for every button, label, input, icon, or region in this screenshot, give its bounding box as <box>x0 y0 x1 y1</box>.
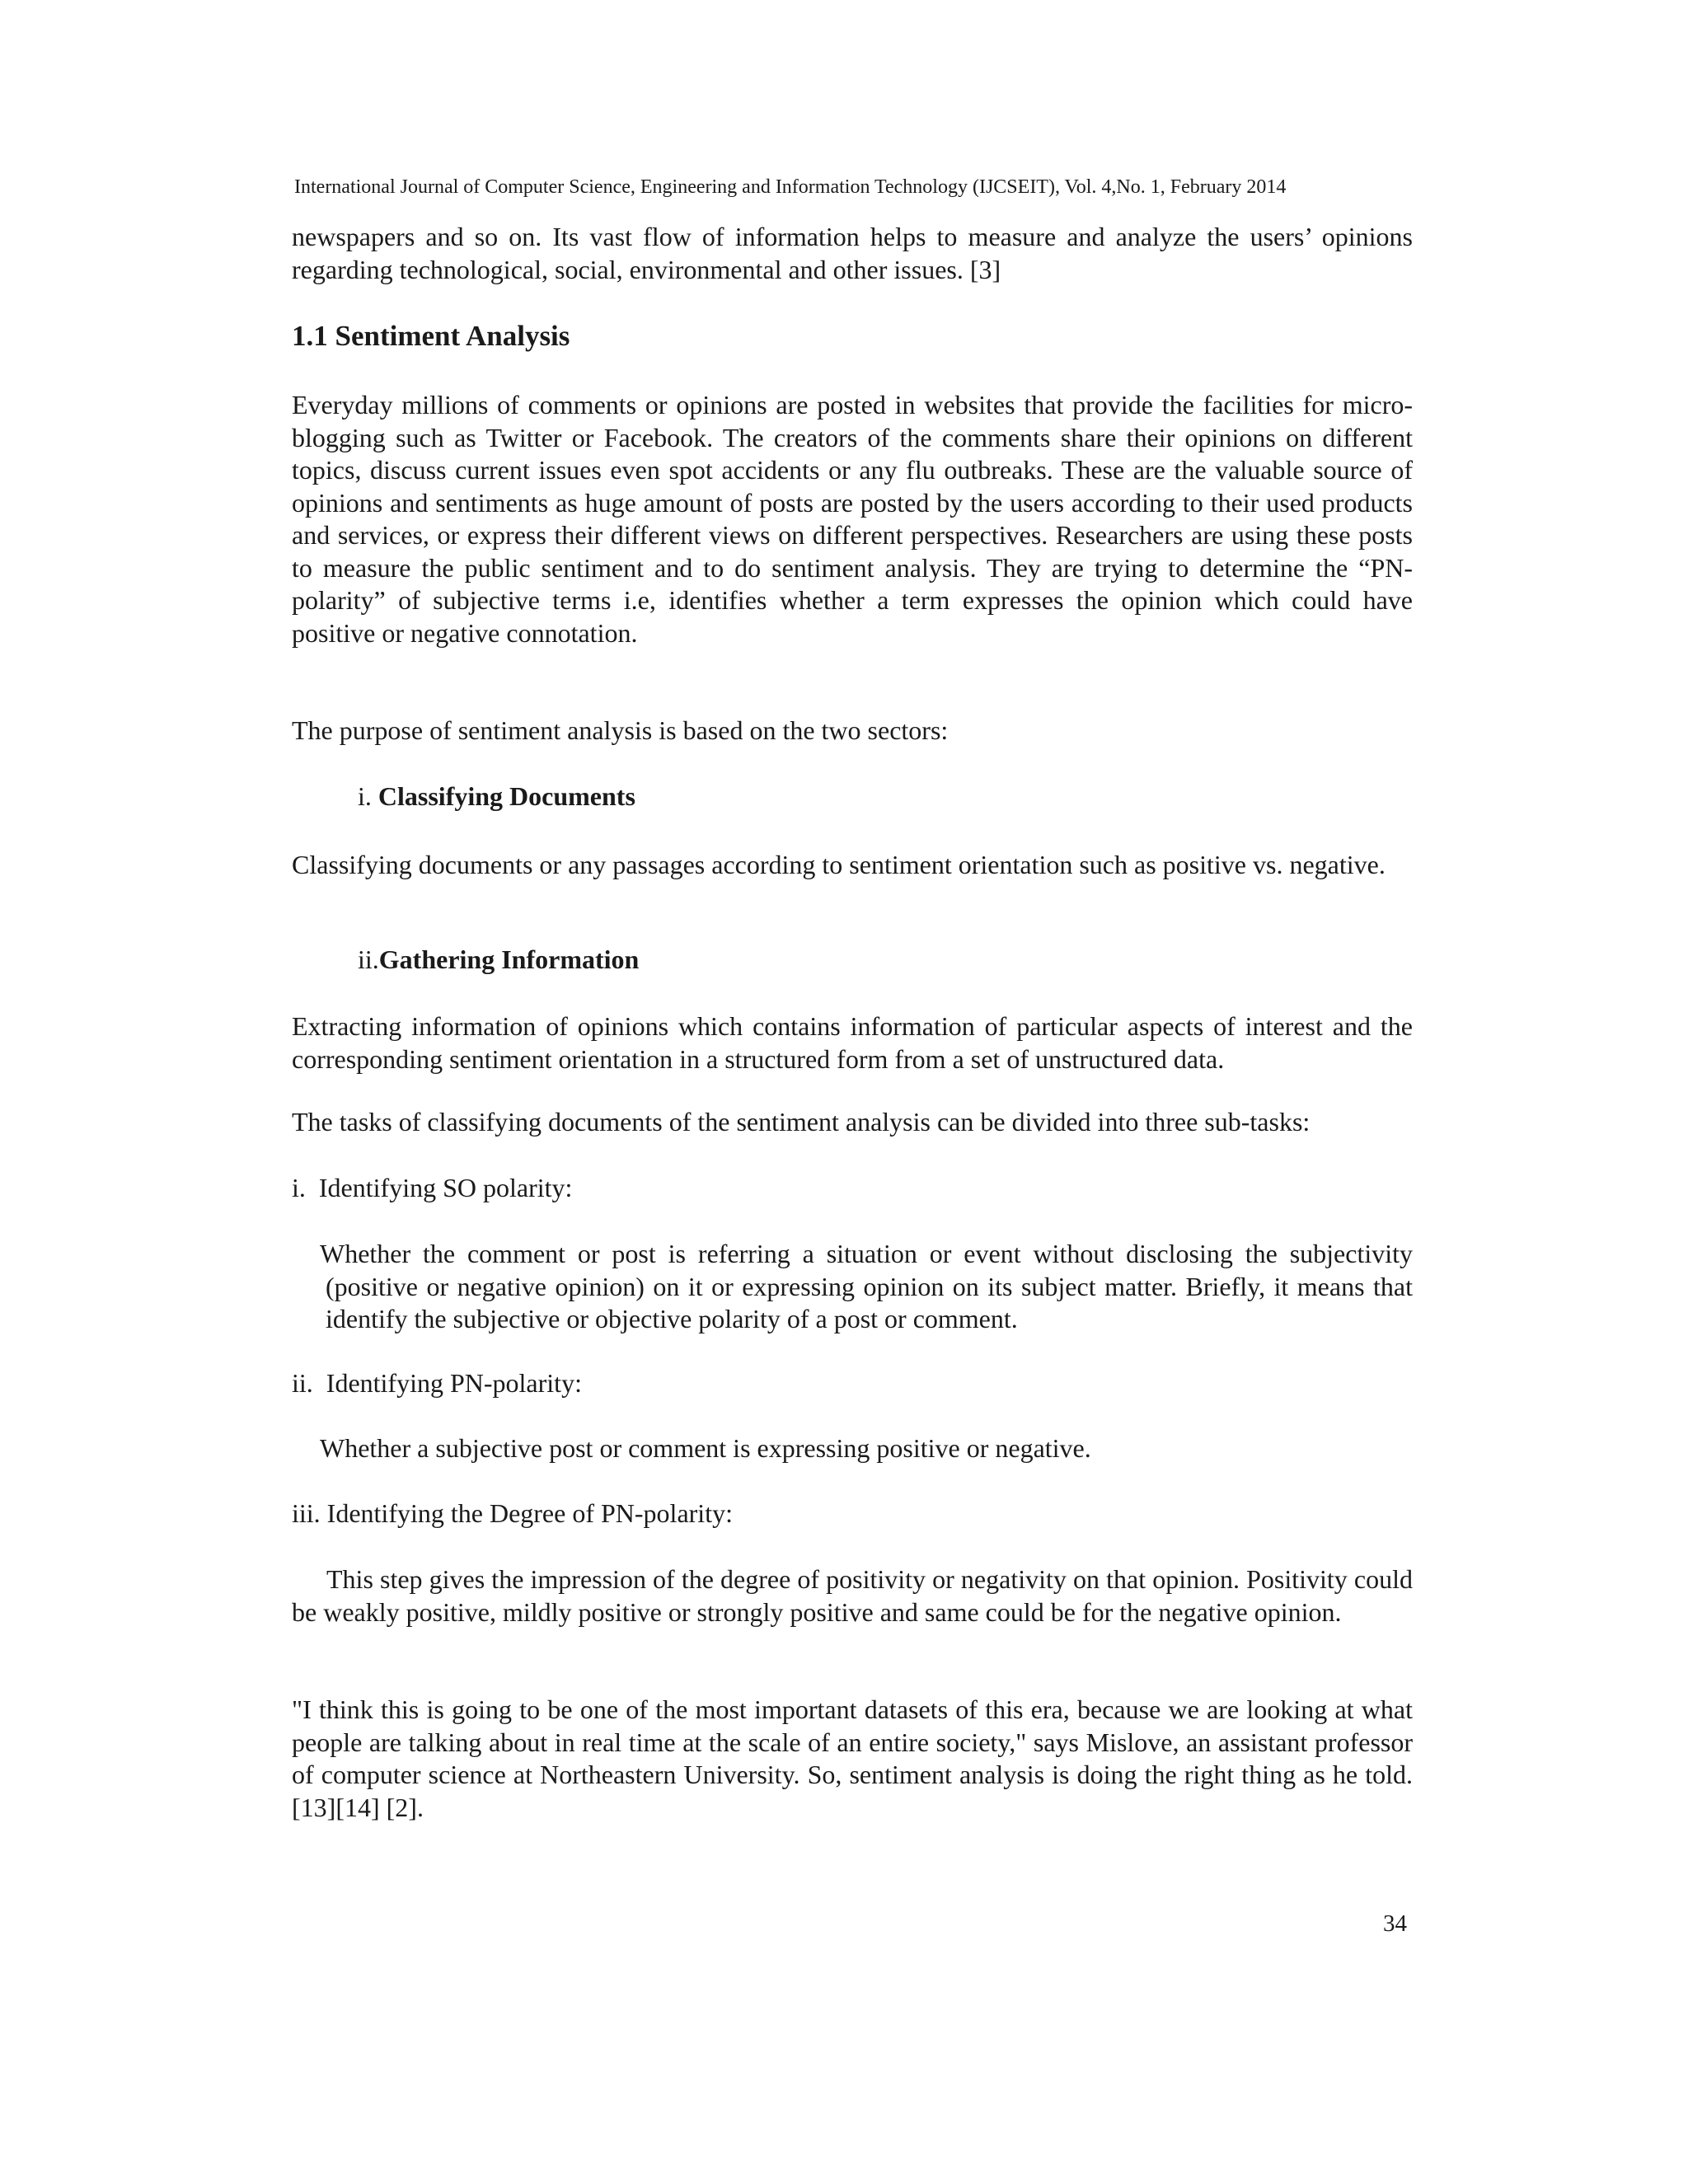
task-label-3: iii. Identifying the Degree of PN-polarity: <box>292 1498 733 1528</box>
sector-numeral: ii. <box>358 944 379 974</box>
sector-numeral: i. <box>358 781 378 811</box>
quote-paragraph: "I think this is going to be one of the most important datasets of this era, because we are looking at what people are talking about in real time at the scale of an entire society," says Mislove, an assistant professor of computer science at Northeastern University. So, sentiment analysis is doing the right thing as he told. [13][14] [2]. <box>292 1694 1413 1822</box>
purpose-line: The purpose of sentiment analysis is based on the two sectors: <box>292 715 949 745</box>
task1-paragraph: Whether the comment or post is referring a situation or event without disclosing the subjectivity (positive or negative opinion) on it or expressing opinion on its subject matter. Briefly, it means that identify the subjective or objective polarity of a post or comment. <box>320 1239 1413 1333</box>
sentiment-paragraph: Everyday millions of comments or opinions are posted in websites that provide the facilities for micro-blogging such as Twitter or Facebook. The creators of the comments share their opinions on different topics, discuss current issues even spot accidents or any flu outbreaks. These are the valuable source of opinions and sentiments as huge amount of posts are posted by the users according to their used products and services, or express their different views on different perspectives. Researchers are using these posts to measure the public sentiment and to do sentiment analysis. They are trying to determine the “PN-polarity” of subjective terms i.e, identifies whether a term expresses the opinion which could have positive or negative connotation. <box>292 390 1413 648</box>
task-label-2: ii. Identifying PN-polarity: <box>292 1368 582 1398</box>
tasks-intro: The tasks of classifying documents of the sentiment analysis can be divided into three sub-tasks: <box>292 1107 1311 1137</box>
sector-heading-2 <box>358 944 639 975</box>
sector-heading-1 <box>358 781 635 812</box>
task2-paragraph: Whether a subjective post or comment is expressing positive or negative. <box>320 1433 1091 1463</box>
intro-paragraph: newspapers and so on. Its vast flow of information helps to measure and analyze the users’ opinions regarding technological, social, environmental and other issues. [3] <box>292 222 1413 284</box>
task-label-1: i. Identifying SO polarity: <box>292 1173 573 1202</box>
sector-title: Gathering Information <box>378 944 640 974</box>
journal-header: International Journal of Computer Science, Engineering and Information Technology (IJCSEIT), Vol. 4,No. 1, February 2014 <box>294 176 1287 198</box>
sector-title: Classifying Documents <box>377 781 635 811</box>
task3-paragraph: This step gives the impression of the degree of positivity or negativity on that opinion. Positivity could be weakly positive, mildly positive or strongly positive and same could be for the negative opinion. <box>292 1564 1413 1627</box>
section-heading: 1.1 Sentiment Analysis <box>292 320 570 352</box>
page-number: 34 <box>1383 1910 1407 1937</box>
sector1-paragraph: Classifying documents or any passages according to sentiment orientation such as positive vs. negative. <box>292 850 1386 879</box>
sector2-paragraph: Extracting information of opinions which contains information of particular aspects of interest and the corresponding sentiment orientation in a structured form from a set of unstructured data. <box>292 1011 1413 1074</box>
